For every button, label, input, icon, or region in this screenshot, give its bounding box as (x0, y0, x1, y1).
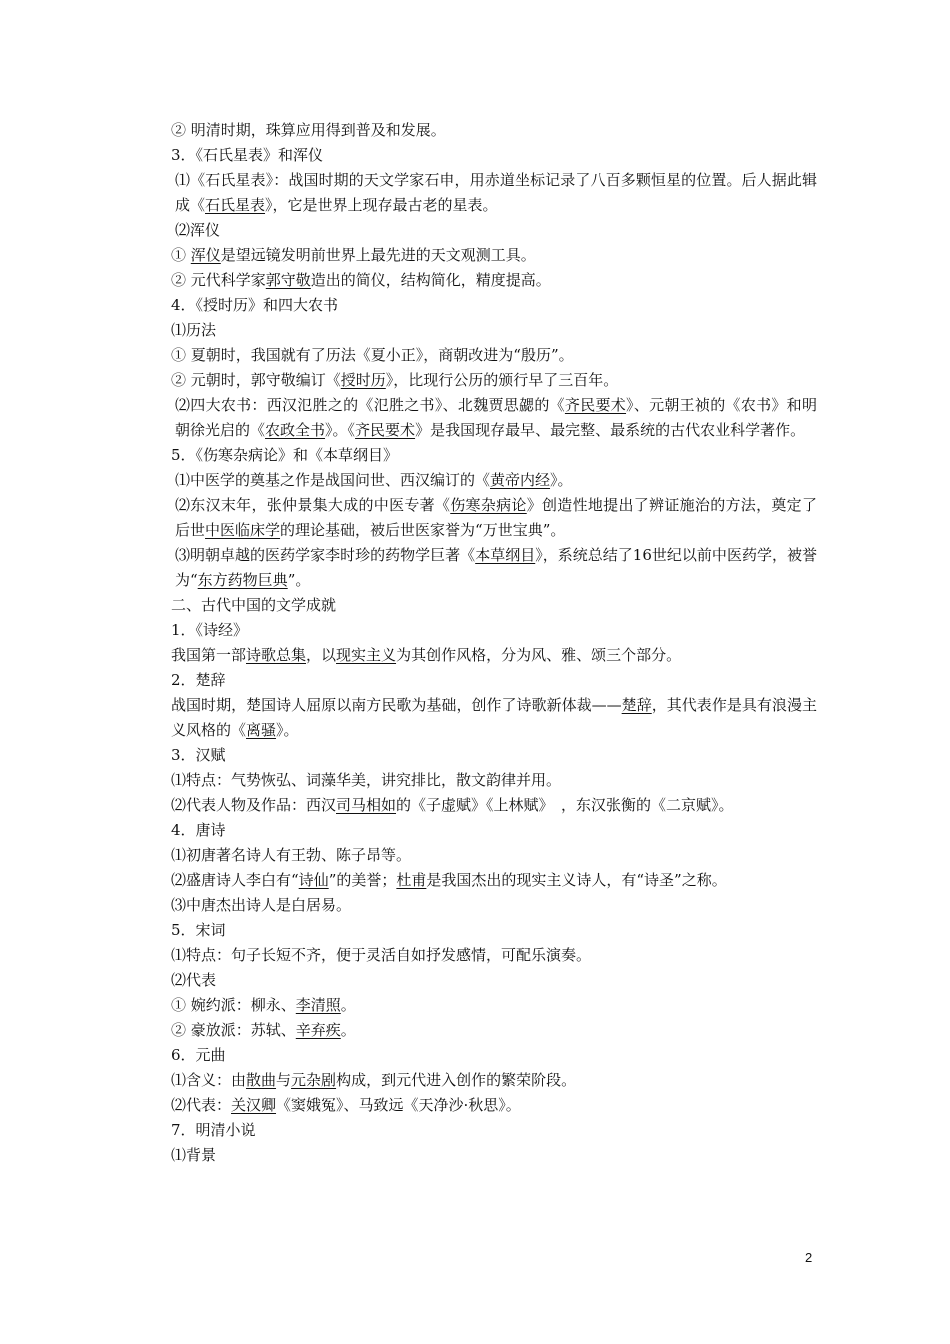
underlined-term: 郭守敬 (265, 271, 311, 289)
text-line (137, 1068, 817, 1093)
underlined-term: 中医临床学 (205, 521, 281, 539)
document-body (137, 118, 817, 1168)
underlined-term: 授时历 (340, 371, 386, 389)
text-line (137, 268, 817, 293)
text-line (137, 1093, 817, 1118)
underlined-term: 诗歌总集 (246, 646, 307, 664)
underlined-term: 本草纲目 (475, 546, 536, 564)
text-run: 2．楚辞 (171, 671, 226, 689)
text-run: ⑴特点：句子长短不齐，便于灵活自如抒发感情，可配乐演奏。 (171, 946, 592, 964)
text-run: ① 婉约派：柳永、 (171, 996, 296, 1014)
text-run: 战国时期，楚国诗人屈原以南方民歌为基础，创作了诗歌新体裁—— (171, 696, 622, 714)
text-run: 6．元曲 (171, 1046, 226, 1064)
underlined-term: 李清照 (295, 996, 341, 1014)
text-run: ② 元朝时，郭守敬编订《 (171, 371, 341, 389)
text-run: ⑴历法 (171, 321, 217, 339)
text-run: ，其代表作是具有浪漫主义风格的《 (171, 696, 817, 739)
text-line (137, 118, 817, 143)
underlined-term: 东方药物巨典 (197, 571, 288, 589)
underlined-term: 关汉卿 (231, 1096, 277, 1114)
text-run: 4．《授时历》和四大农书 (171, 296, 339, 314)
text-line (137, 468, 817, 493)
text-line (137, 743, 817, 768)
text-line (137, 918, 817, 943)
text-line (137, 343, 817, 368)
text-run: ⑴《石氏星表》：战国时期的天文学家石申，用赤道坐标记录了八百多颗恒星的位置。后人据此辑成《 (175, 171, 817, 214)
text-line (137, 1043, 817, 1068)
text-run: 造出的简仪，结构简化，精度提高。 (310, 271, 551, 289)
text-run: 5．宋词 (171, 921, 226, 939)
text-run: ② 元代科学家 (171, 271, 266, 289)
text-run: 《窦娥冤》、马致远《天净沙·秋思》。 (276, 1096, 521, 1114)
text-run: 的《子虚赋》《上林赋》 ，东汉张衡的《二京赋》。 (396, 796, 734, 814)
text-run: ⑴初唐著名诗人有王勃、陈子昂等。 (171, 846, 412, 864)
text-run: 7．明清小说 (171, 1121, 256, 1139)
text-run: ”。 (287, 571, 311, 589)
underlined-term: 杜甫 (396, 871, 427, 889)
text-run: ⑵东汉末年，张仲景集大成的中医专著《 (175, 496, 451, 514)
text-line (137, 868, 817, 893)
text-run: ，以 (306, 646, 337, 664)
text-run: 4．唐诗 (171, 821, 226, 839)
text-run: ⑴中医学的奠基之作是战国问世、西汉编订的《 (175, 471, 491, 489)
text-line (137, 968, 817, 993)
text-run: 》，比现行公历的颁行早了三百年。 (385, 371, 619, 389)
text-run: ⑵浑仪 (175, 221, 221, 239)
text-run: 1．《诗经》 (171, 621, 249, 639)
text-line (137, 1118, 817, 1143)
text-line (137, 993, 817, 1018)
text-line (137, 318, 817, 343)
page-number: 2 (805, 1250, 813, 1265)
text-line (137, 143, 817, 168)
text-line (137, 593, 817, 618)
text-line (137, 668, 817, 693)
text-run: ⑶明朝卓越的医药学家李时珍的药物学巨著《 (175, 546, 476, 564)
text-line (137, 893, 817, 918)
text-run: 二、古代中国的文学成就 (171, 596, 337, 614)
text-run: ① 夏朝时，我国就有了历法《夏小正》，商朝改进为“殷历”。 (171, 346, 574, 364)
text-line (137, 1018, 817, 1043)
text-run: 》。《 (325, 421, 356, 439)
text-run: ② 豪放派：苏轼、 (171, 1021, 296, 1039)
text-run: ② 明清时期，珠算应用得到普及和发展。 (171, 121, 446, 139)
underlined-term: 楚辞 (621, 696, 652, 714)
underlined-term: 散曲 (246, 1071, 277, 1089)
text-run: 3．《石氏星表》和浑仪 (171, 146, 324, 164)
text-line (137, 1143, 817, 1168)
text-line (137, 368, 817, 393)
text-run: 与 (276, 1071, 292, 1089)
text-line (137, 643, 817, 668)
text-run: 为其创作风格，分为风、雅、颂三个部分。 (396, 646, 682, 664)
text-line (137, 818, 817, 843)
text-run: 构成，到元代进入创作的繁荣阶段。 (336, 1071, 577, 1089)
underlined-term: 浑仪 (190, 246, 221, 264)
text-run: 的理论基础，被后世医家誉为“万世宝典”。 (280, 521, 566, 539)
underlined-term: 齐民要术 (564, 396, 627, 414)
text-run: 是我国杰出的现实主义诗人，有“诗圣”之称。 (426, 871, 727, 889)
underlined-term: 现实主义 (336, 646, 397, 664)
text-run: ⑵四大农书：西汉氾胜之的《氾胜之书》、北魏贾思勰的《 (175, 396, 565, 414)
text-run: ⑴特点：气势恢弘、词藻华美，讲究排比，散文韵律并用。 (171, 771, 562, 789)
text-run: ⑵代表 (171, 971, 217, 989)
text-run: ⑶中唐杰出诗人是白居易。 (171, 896, 352, 914)
text-run: 》创造性地提出了辨证施治的方法，奠定了后世 (175, 496, 817, 539)
text-line (137, 943, 817, 968)
underlined-term: 伤寒杂病论 (450, 496, 527, 514)
text-line (137, 543, 817, 593)
text-line (137, 393, 817, 443)
underlined-term: 石氏星表 (205, 196, 266, 214)
text-line (137, 218, 817, 243)
underlined-term: 农政全书 (265, 421, 326, 439)
text-line (137, 168, 817, 218)
text-run: 》，它是世界上现存最古老的星表。 (265, 196, 498, 214)
text-line (137, 843, 817, 868)
text-run: ⑴背景 (171, 1146, 217, 1164)
text-run: 5．《伤寒杂病论》和《本草纲目》 (171, 446, 399, 464)
text-run: ⑵代表人物及作品：西汉 (171, 796, 337, 814)
text-line (137, 293, 817, 318)
underlined-term: 离骚 (246, 721, 277, 739)
text-run: 。 (340, 1021, 356, 1039)
underlined-term: 黄帝内经 (490, 471, 551, 489)
text-run: 》是我国现存最早、最完整、最系统的古代农业科学著作。 (415, 421, 806, 439)
text-line (137, 693, 817, 743)
text-run: 3．汉赋 (171, 746, 226, 764)
text-run: 》，系统总结了16世纪以前中医药学，被誉为“ (175, 546, 817, 589)
text-run: ① (171, 246, 191, 264)
text-line (137, 618, 817, 643)
underlined-term: 司马相如 (336, 796, 397, 814)
text-line (137, 443, 817, 468)
text-line (137, 793, 817, 818)
text-run: ⑵盛唐诗人李白有“ (171, 871, 299, 889)
underlined-term: 诗仙 (298, 871, 329, 889)
text-run: ⑴含义：由 (171, 1071, 247, 1089)
underlined-term: 齐民要术 (355, 421, 416, 439)
underlined-term: 辛弃疾 (295, 1021, 341, 1039)
text-run: 》。 (276, 721, 299, 739)
text-run: ⑵代表： (171, 1096, 232, 1114)
text-run: 是望远镜发明前世界上最先进的天文观测工具。 (220, 246, 536, 264)
text-line (137, 493, 817, 543)
text-run: 》、元朝王祯的《农书》和明朝徐光启的《 (175, 396, 817, 439)
text-run: ”的美誉； (328, 871, 397, 889)
text-line (137, 243, 817, 268)
text-run: 》。 (550, 471, 573, 489)
text-run: 我国第一部 (171, 646, 247, 664)
text-run: 。 (340, 996, 356, 1014)
underlined-term: 元杂剧 (291, 1071, 337, 1089)
text-line (137, 768, 817, 793)
